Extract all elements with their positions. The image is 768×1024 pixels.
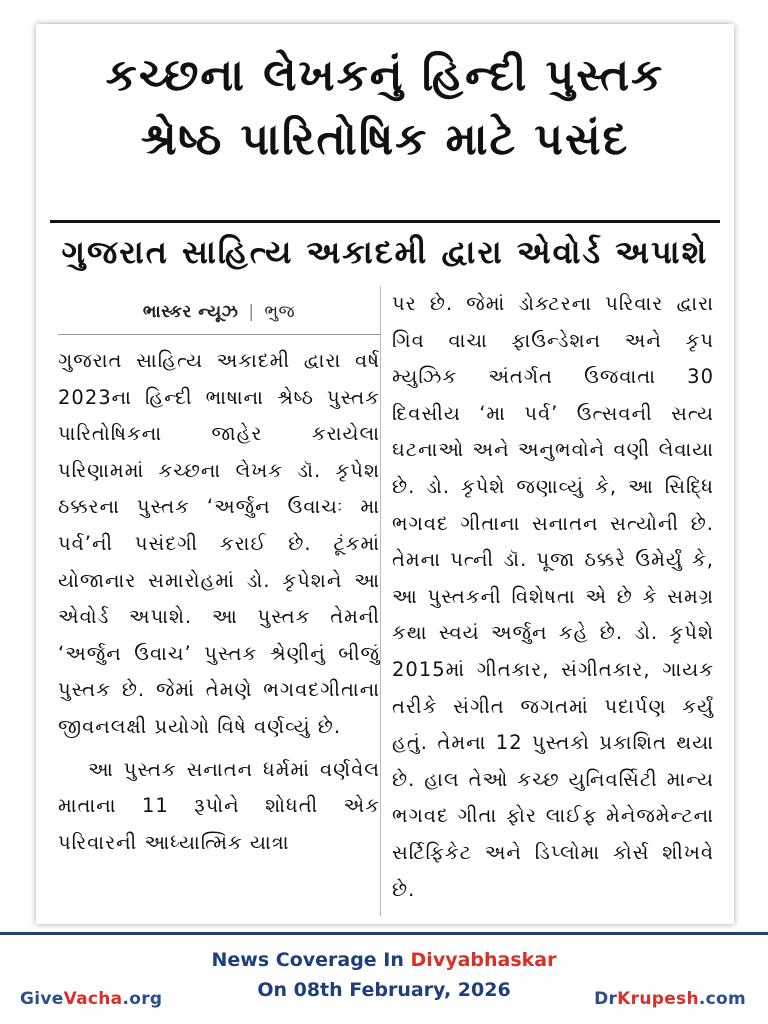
- article-column-left: [58, 294, 380, 861]
- newspaper-clipping: [36, 24, 734, 924]
- coverage-line-1: [0, 945, 768, 975]
- byline: [58, 294, 380, 334]
- drkrupesh-site-link[interactable]: [594, 989, 746, 1009]
- coverage-date: On 08th February, 2026: [257, 979, 511, 1001]
- headline-rule: [50, 220, 720, 223]
- footer: [0, 935, 768, 1024]
- headline: [36, 44, 734, 172]
- paragraph-1: ગુજરાત સાહિત્ય અકાદમી દ્વારા વર્ષ 2023ના હિન્દી ભાષાના શ્રેષ્ઠ પુસ્તક પારિતોષિકના જાહેર કરાયેલા પરિણામમાં કચ્છના લેખક ડૉ. કૃપેશ ઠક્કરના પુસ્તક ‘અર્જુન ઉવાચઃ મા પર્વ’ની પસંદગી કરાઈ છે. ટૂંકમાં યોજાનાર સમારોહમાં ડો. કૃપેશને આ એવોર્ડ અપાશે. આ પુસ્તક તેમની ‘અર્જુન ઉવાચ’ પુસ્તક શ્રેણીનું બીજું પુસ્તક છે. જેમાં તેમણે ભગવદગીતાના જીવનલક્ષી પ્રયોગો વિષે વર્ણવ્યું છે.: [58, 349, 380, 738]
- coverage-source: Divyabhaskar: [410, 949, 557, 971]
- headline-line-1: કચ્છના લેખકનું હિન્દી પુસ્તક: [105, 50, 665, 101]
- headline-line-2: શ્રેષ્ઠ પારિતોષિક માટે પસંદ: [140, 114, 630, 165]
- byline-rule: [58, 334, 380, 335]
- drkrupesh-part-b: Krupesh: [617, 989, 699, 1009]
- paragraph-2: આ પુસ્તક સનાતન ધર્મમાં વર્ણવેલ માતાના 11 રૂપોને શોધતી એક પરિવારની આધ્યાત્મિક યાત્રા: [58, 757, 380, 854]
- byline-separator: |: [248, 302, 255, 322]
- drkrupesh-part-a: Dr: [594, 989, 618, 1009]
- givevacha-part-b: Vacha: [63, 989, 123, 1009]
- givevacha-part-a: Give: [20, 989, 64, 1009]
- subheadline: ગુજરાત સાહિત્ય અકાદમી દ્વારા એવોર્ડ અપાશે: [61, 233, 709, 271]
- byline-brand: ભાસ્કર ન્યૂઝ: [142, 302, 239, 322]
- article-column-right: [392, 286, 714, 908]
- givevacha-site-link[interactable]: [20, 989, 162, 1009]
- paragraph-3: પર છે. જેમાં ડોક્ટરના પરિવાર દ્વારા ગિવ વાચા ફાઉન્ડેશન અને કૃપ મ્યુઝિક અંતર્ગત ઉજવાતા 30 દિવસીય ‘મા પર્વ’ ઉત્સવની સત્ય ઘટનાઓ અને અનુભવોને વણી લેવાયા છે. ડો. કૃપેશે જણાવ્યું કે, આ સિદ્ધિ ભગવદ ગીતાના સનાતન સત્યોની છે. તેમના પત્ની ડૉ. પૂજા ઠક્કરે ઉમેર્યું કે, આ પુસ્તકની વિશેષતા એ છે કે સમગ્ર કથા સ્વયં અર્જુન કહે છે. ડો. કૃપેશે 2015માં ગીતકાર, સંગીતકાર, ગાયક તરીકે સંગીત જગતમાં પદાર્પણ કર્યું હતું. તેમના 12 પુસ્તકો પ્રકાશિત થયા છે. હાલ તેઓ કચ્છ યુનિવર્સિટી માન્ય ભગવદ ગીતા ફોર લાઈફ મેનેજમેન્ટના સર્ટિફિકેટ અને ડિપ્લોમા કોર્સ શીખવે છે.: [392, 292, 714, 901]
- coverage-prefix: News Coverage In: [211, 949, 411, 971]
- byline-place: ભુજ: [264, 302, 296, 322]
- drkrupesh-part-c: .com: [698, 989, 746, 1009]
- givevacha-part-c: .org: [122, 989, 163, 1009]
- column-divider: [380, 286, 381, 916]
